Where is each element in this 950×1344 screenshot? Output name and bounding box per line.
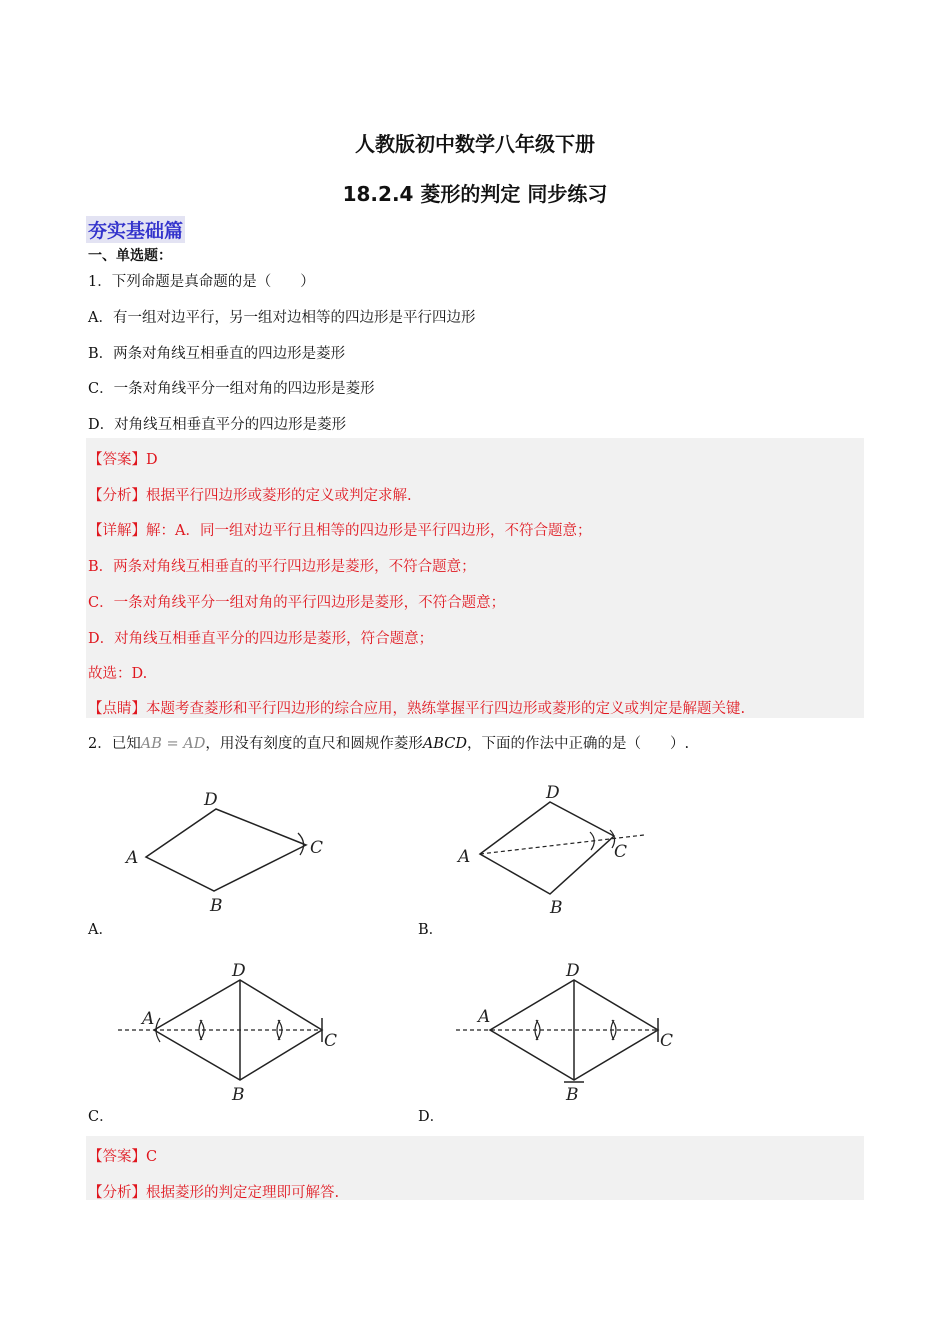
q2-stem-suffix: ，下面的作法中正确的是（ ）.: [466, 736, 690, 752]
q1-option-b: B．两条对角线互相垂直的四边形是菱形: [88, 346, 346, 362]
q2-option-a-label: A．: [88, 922, 113, 938]
q1-comment: 【点睛】本题考查菱形和平行四边形的综合应用，熟练掌握平行四边形或菱形的定义或判定是解题关键.: [88, 701, 746, 717]
q1-detail-3: D．对角线互相垂直平分的四边形是菱形，符合题意；: [88, 631, 434, 647]
figure-c: [112, 960, 352, 1105]
q1-detail-2: C．一条对角线平分一组对角的平行四边形是菱形，不符合题意；: [88, 595, 506, 611]
figure-a-label-b: B: [210, 896, 223, 915]
figure-d-label-c: C: [660, 1031, 674, 1051]
figure-c-label-c: C: [324, 1031, 338, 1051]
q2-stem-math: AB = AD: [140, 736, 206, 752]
q2-option-d-label: D．: [418, 1109, 445, 1125]
section-title: 夯实基础篇: [86, 216, 185, 243]
figure-c-label-a: A: [142, 1009, 155, 1029]
figure-d: [448, 960, 688, 1105]
q2-stem: [88, 732, 689, 753]
figure-d-label-b: B: [566, 1085, 579, 1105]
question-type-heading: 一、单选题：: [88, 248, 172, 264]
page-title: 人教版初中数学八年级下册: [355, 132, 595, 156]
q1-stem: 1．下列命题是真命题的是（ ）: [88, 274, 315, 290]
figure-d-label-d: D: [566, 961, 580, 981]
figure-a-label-a: A: [126, 848, 139, 868]
figure-b: [450, 780, 660, 920]
figure-b-label-c: C: [614, 842, 628, 862]
q2-analysis: 【分析】根据菱形的判定定理即可解答.: [88, 1185, 340, 1201]
figure-c-arc-a: [156, 1018, 160, 1042]
figure-c-label-b: B: [232, 1085, 245, 1105]
figure-b-label-a: A: [458, 847, 471, 867]
q2-option-b-label: B．: [418, 922, 444, 938]
q2-stem-mid: ，用没有刻度的直尺和圆规作菱形: [205, 736, 423, 752]
q1-answer-box: [86, 438, 864, 718]
figure-d-label-a: A: [478, 1007, 491, 1027]
q1-detail-4: 故选：D.: [88, 666, 148, 682]
figure-a-rhombus: [146, 809, 306, 891]
q1-analysis: 【分析】根据平行四边形或菱形的定义或判定求解.: [88, 488, 412, 504]
q1-option-d: D．对角线互相垂直平分的四边形是菱形: [88, 417, 347, 433]
q2-option-c-label: C．: [88, 1109, 114, 1125]
q1-option-c: C．一条对角线平分一组对角的四边形是菱形: [88, 381, 375, 397]
q2-stem-abcd: ABCD: [422, 736, 467, 752]
q2-stem-prefix: 2．已知: [88, 736, 141, 752]
figure-b-rhombus: [480, 802, 614, 894]
figure-b-label-d: D: [546, 783, 560, 803]
page-subtitle: 18.2.4 菱形的判定 同步练习: [342, 182, 608, 206]
figure-c-label-d: D: [232, 961, 246, 981]
q1-answer: 【答案】D: [88, 452, 158, 468]
q1-option-a: A．有一组对边平行，另一组对边相等的四边形是平行四边形: [88, 310, 476, 326]
figure-b-label-b: B: [550, 898, 563, 918]
q1-detail-1: B．两条对角线互相垂直的平行四边形是菱形，不符合题意；: [88, 559, 476, 575]
q2-answer: 【答案】C: [88, 1149, 158, 1165]
figure-a-label-d: D: [204, 790, 218, 810]
q1-detail-0: 【详解】解：A．同一组对边平行且相等的四边形是平行四边形，不符合题意；: [88, 523, 592, 539]
figure-a: [118, 785, 338, 915]
figure-a-label-c: C: [310, 838, 324, 858]
